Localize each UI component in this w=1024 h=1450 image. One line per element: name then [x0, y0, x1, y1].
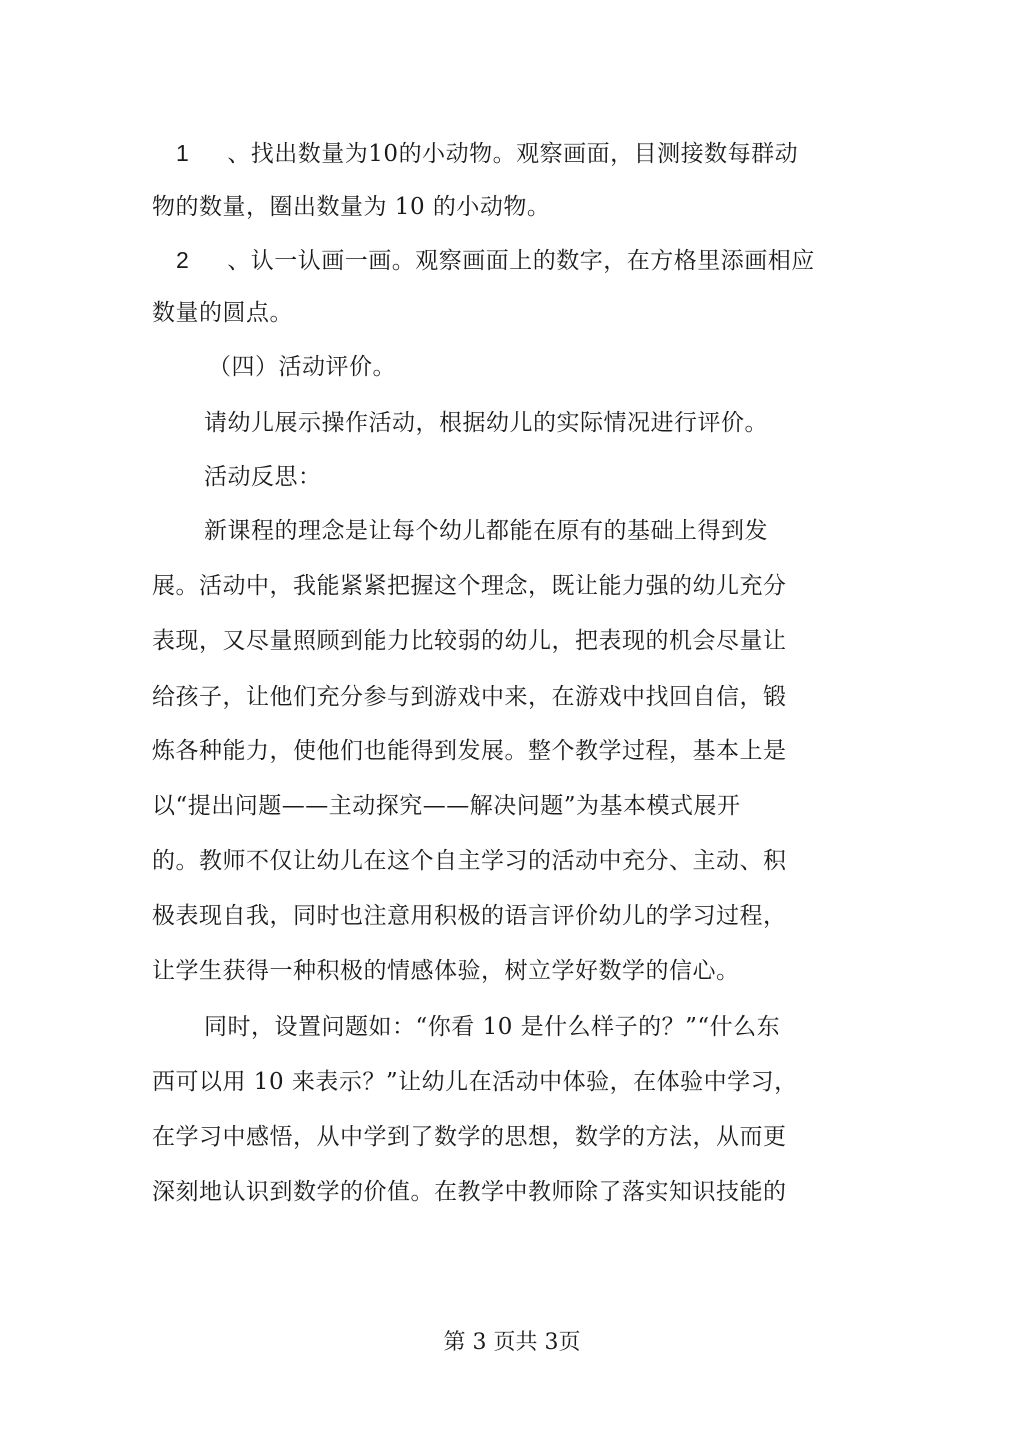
list-number: 1 [176, 140, 190, 166]
paragraph-line: 给孩子，让他们充分参与到游戏中来，在游戏中找回自信，锻 [152, 684, 787, 710]
paragraph-line: 新课程的理念是让每个幼儿都能在原有的基础上得到发 [204, 518, 768, 544]
paragraph-line: 在学习中感悟，从中学到了数学的思想，数学的方法，从而更 [152, 1124, 787, 1150]
paragraph-line: 让学生获得一种积极的情感体验，树立学好数学的信心。 [152, 958, 740, 984]
paragraph-line: 以“提出问题——主动探究——解决问题”为基本模式展开 [152, 793, 741, 819]
text-line: 请幼儿展示操作活动，根据幼儿的实际情况进行评价。 [204, 410, 768, 436]
text-line: 、找出数量为10的小动物。观察画面，目测接数每群动 [227, 141, 799, 167]
paragraph-line: 同时，设置问题如：“你看 10 是什么样子的？”“什么东 [204, 1014, 781, 1040]
text-line: 、认一认画一画。观察画面上的数字，在方格里添画相应 [227, 248, 815, 274]
text-line: 数量的圆点。 [152, 300, 293, 326]
list-number: 2 [176, 247, 190, 273]
text-line: 物的数量，圈出数量为 10 的小动物。 [152, 194, 551, 220]
paragraph-line: 的。教师不仅让幼儿在这个自主学习的活动中充分、主动、积 [152, 848, 787, 874]
section-heading: （四）活动评价。 [208, 354, 396, 380]
paragraph-line: 极表现自我，同时也注意用积极的语言评价幼儿的学习过程， [152, 903, 787, 929]
paragraph-line: 西可以用 10 来表示？”让幼儿在活动中体验，在体验中学习， [152, 1069, 798, 1095]
paragraph-line: 深刻地认识到数学的价值。在教学中教师除了落实知识技能的 [152, 1179, 787, 1205]
paragraph-line: 炼各种能力，使他们也能得到发展。整个教学过程，基本上是 [152, 738, 787, 764]
page-footer: 第 3 页共 3页 [443, 1330, 581, 1355]
paragraph-line: 展。活动中，我能紧紧把握这个理念，既让能力强的幼儿充分 [152, 573, 787, 599]
paragraph-line: 表现，又尽量照顾到能力比较弱的幼儿，把表现的机会尽量让 [152, 628, 787, 654]
section-heading: 活动反思： [204, 464, 322, 490]
list-item-2 [176, 245, 815, 276]
list-item-1 [176, 138, 798, 169]
